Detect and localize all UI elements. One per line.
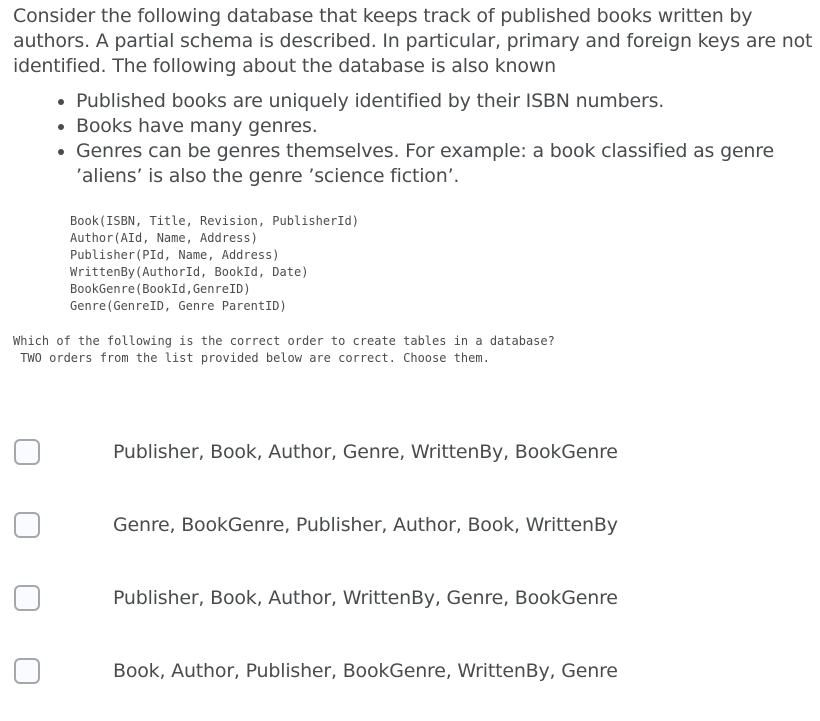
question-intro: Consider the following database that keeps track of published books written by authors. A partial schema is described. In particular, primary and foreign keys are not identified. The following about the database is also known [13, 5, 813, 77]
answer-option-3[interactable] [14, 580, 794, 616]
answer-option-1[interactable] [14, 434, 794, 470]
schema-line: Author(AId, Name, Address) [70, 231, 258, 245]
schema-line: WrittenBy(AuthorId, BookId, Date) [70, 265, 309, 279]
prompt-line: TWO orders from the list provided below are correct. Choose them. [13, 351, 490, 365]
option-label: Publisher, Book, Author, WrittenBy, Genre, BookGenre [113, 586, 618, 609]
schema-line: BookGenre(BookId,GenreID) [70, 282, 251, 296]
facts-list [13, 89, 813, 189]
option-checkbox[interactable] [14, 658, 40, 684]
option-checkbox[interactable] [14, 585, 40, 611]
fact-item: • Books have many genres. [76, 114, 813, 139]
option-label: Genre, BookGenre, Publisher, Author, Book, WrittenBy [113, 513, 618, 536]
answer-option-2[interactable] [14, 507, 794, 543]
fact-item: • Published books are uniquely identified by their ISBN numbers. [76, 89, 813, 114]
option-label: Publisher, Book, Author, Genre, WrittenBy, BookGenre [113, 440, 618, 463]
schema-line: Publisher(PId, Name, Address) [70, 248, 280, 262]
fact-item: • Genres can be genres themselves. For example: a book classified as genre ’aliens’ is also the genre ’science fiction’. [76, 139, 813, 189]
question-body [13, 4, 813, 367]
option-checkbox[interactable] [14, 512, 40, 538]
question-prompt [13, 333, 813, 367]
option-checkbox[interactable] [14, 439, 40, 465]
prompt-line: Which of the following is the correct order to create tables in a database? [13, 334, 555, 348]
option-label: Book, Author, Publisher, BookGenre, WrittenBy, Genre [113, 659, 618, 682]
schema-line: Genre(GenreID, Genre ParentID) [70, 299, 287, 313]
schema-block [70, 213, 813, 315]
answer-option-4[interactable] [14, 653, 794, 689]
schema-line: Book(ISBN, Title, Revision, PublisherId) [70, 214, 359, 228]
